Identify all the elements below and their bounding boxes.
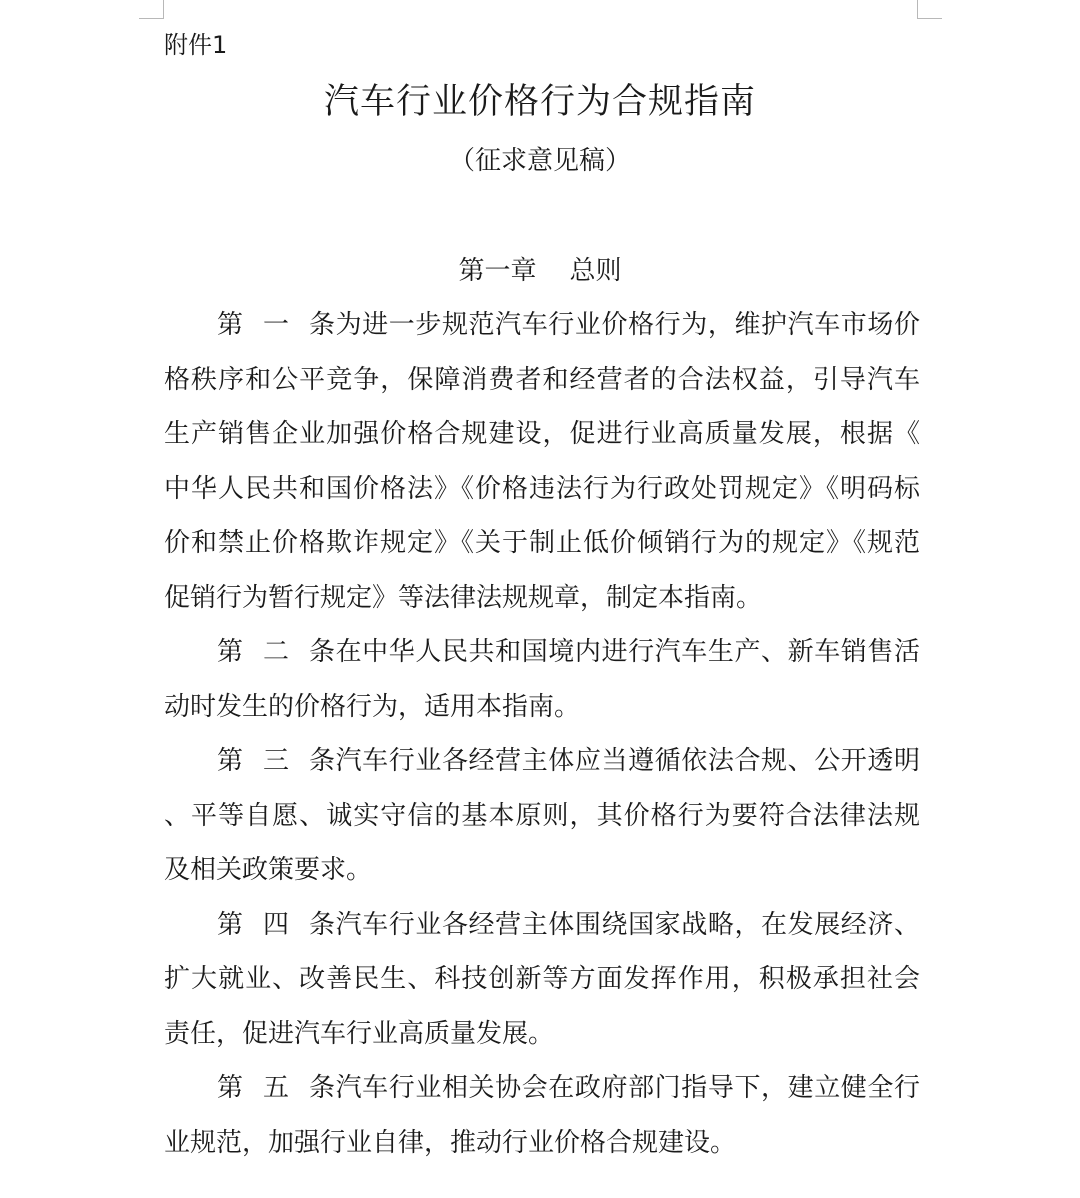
document-title: 汽车行业价格行为合规指南 [323,82,756,122]
article-label: 第三条 [217,746,335,776]
article-text-line: 、平等自愿、诚实守信的基本原则，其价格行为要符合法律法规 [164,800,920,831]
chapter-heading: 第一章 总则 [458,256,622,286]
article-text-line: 促销行为暂行规定》等法律法规规章，制定本指南。 [164,582,763,613]
article-text-line: 扩大就业、改善民生、科技创新等方面发挥作用，积极承担社会 [164,964,920,994]
document-subtitle: （征求意见稿） [448,146,631,176]
article-label: 第四条 [217,909,335,940]
article-text: 汽车行业各经营主体应当遵循依法合规、公开透明 [335,746,920,776]
article-text-line: 责任，促进汽车行业高质量发展。 [164,1018,555,1049]
article-label: 第一条 [217,310,335,340]
article-text: 汽车行业各经营主体围绕国家战略，在发展经济、 [335,909,920,940]
article-text-line: 中华人民共和国价格法》《价格违法行为行政处罚规定》《明码标 [164,473,920,504]
article-first-line [164,1061,920,1116]
crop-mark-top-left [139,0,164,19]
attachment-label: 附件1 [164,31,228,59]
article-text-line: 及相关政策要求。 [164,855,373,885]
article-text: 为进一步规范汽车行业价格行为，维护汽车市场价 [335,310,920,340]
crop-mark-top-right [917,0,942,19]
article-first-line [164,625,920,680]
article-first-line [164,734,920,789]
article-first-line [164,898,920,953]
document-body [164,298,920,1170]
article-text-line: 生产销售企业加强价格合规建设，促进行业高质量发展，根据《 [164,419,920,449]
article-label: 第五条 [217,1073,335,1103]
article-text-line: 动时发生的价格行为，适用本指南。 [164,691,581,722]
article-text-line: 格秩序和公平竞争，保障消费者和经营者的合法权益，引导汽车 [164,364,920,395]
article-text: 汽车行业相关协会在政府部门指导下，建立健全行 [335,1073,920,1103]
article-text: 在中华人民共和国境内进行汽车生产、新车销售活 [335,637,920,667]
article-label: 第二条 [217,637,335,667]
article-text-line: 价和禁止价格欺诈规定》《关于制止低价倾销行为的规定》《规范 [164,528,920,558]
article-text-line: 业规范，加强行业自律，推动行业价格合规建设。 [164,1127,737,1158]
article-first-line [164,298,920,353]
